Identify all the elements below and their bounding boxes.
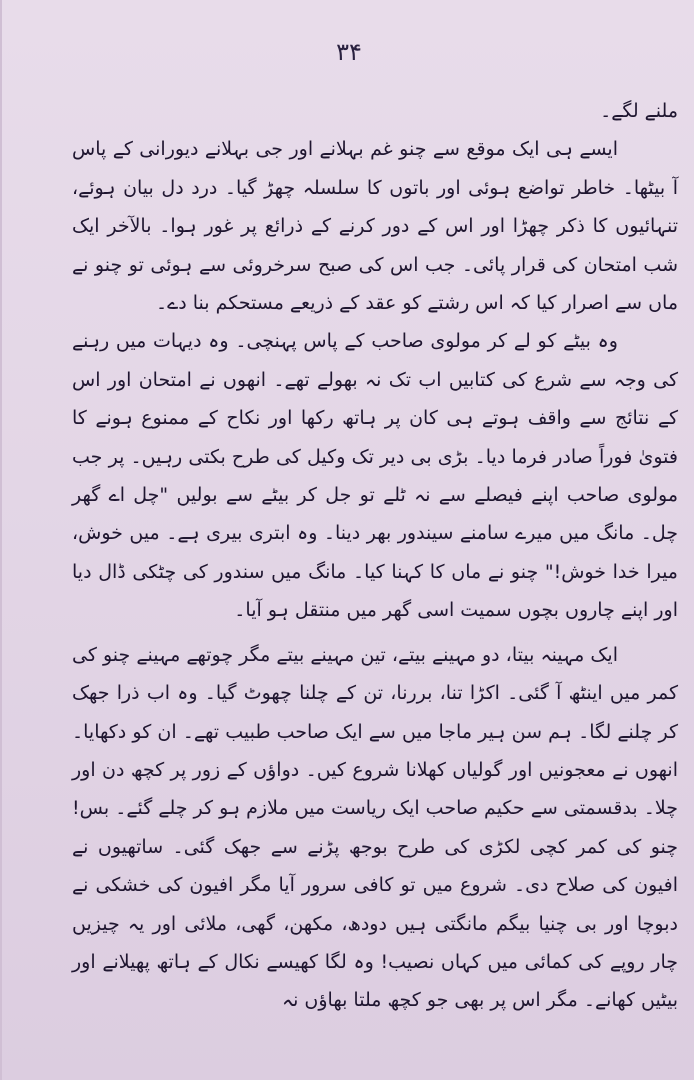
paragraph-2: ایسے ہی ایک موقع سے چنو غم بہلانے اور جی بہلانے دیورانی کے پاس آ بیٹھا۔ خاطر تواضع ہوئی اور باتوں کا سلسلہ چھڑ گیا۔ درد دل بیان ہوئے، تنہائیوں کا ذکر چھڑا اور اس کے دور کرنے کے ذرائع پر غور ہوا۔ بالآخر ایک شب امتحان کی قرار پائی۔ جب اس کی صبح سرخروئی سے ہوئی تو چنو نے ماں سے اصرار کیا کہ اس رشتے کو عقد کے ذریعے مستحکم بنا دے۔ <box>72 138 678 315</box>
paragraph-1: ملنے لگے۔ <box>600 100 678 122</box>
paragraph-3: وہ بیٹے کو لے کر مولوی صاحب کے پاس پہنچی۔ وہ دیہات میں رہنے کی وجہ سے شرع کی کتابیں اب تک نہ بھولے تھے۔ انھوں نے امتحان اور اس کے نتائج سے واقف ہوتے ہی کان پر ہاتھ رکھا اور نکاح کے ممنوع ہونے کا فتویٰ فوراً صادر فرما دیا۔ بڑی بی دیر تک وکیل کی طرح بکتی رہیں۔ پر جب مولوی صاحب اپنے فیصلے سے نہ ٹلے تو جل کر بیٹے سے بولیں "چل اے گھر چل۔ مانگ میں میرے سامنے سیندور بھر دینا۔ وہ ابتری بیری ہے۔ میں خوش، میرا خدا خوش!" چنو نے ماں کا کہنا کیا۔ مانگ میں سندور کی چٹکی ڈال دیا اور اپنے چاروں بچوں سمیت اسی گھر میں منتقل ہو آیا۔ <box>72 330 678 622</box>
page-number: ۳۴ <box>336 38 362 66</box>
paragraph-4: ایک مہینہ بیتا، دو مہینے بیتے، تین مہینے بیتے مگر چوتھے مہینے چنو کی کمر میں اینٹھ آ گئی۔ اکڑا تنا، بررنا، تن کے چلنا چھوٹ گیا۔ وہ اب ذرا جھک کر چلنے لگا۔ ہم سن ہیر ماجا میں سے ایک صاحب طبیب تھے۔ ان کو دکھایا۔ انھوں نے معجونیں اور گولیاں کھلانا شروع کیں۔ دواؤں کے زور پر کچھ دن اور چلا۔ بدقسمتی سے حکیم صاحب ایک ریاست میں ملازم ہو کر چلے گئے۔ بس! چنو کی کمر کچی لکڑی کی طرح بوجھ پڑنے سے جھک گئی۔ ساتھیوں نے افیون کی صلاح دی۔ شروع میں تو کافی سرور آیا مگر افیون کی خشکی نے دبوچا اور بی چنیا بیگم مانگتی ہیں دودھ، مکھن، گھی، ملائی اور یہ چیزیں چار روپے کی کمائی میں کہاں نصیب! وہ لگا کھیسے نکال کے ہاتھ پھیلانے اور بیٹیں کھانے۔ مگر اس پر بھی جو کچھ ملتا بھاؤں نہ <box>72 643 678 1012</box>
page-text <box>72 92 678 1020</box>
